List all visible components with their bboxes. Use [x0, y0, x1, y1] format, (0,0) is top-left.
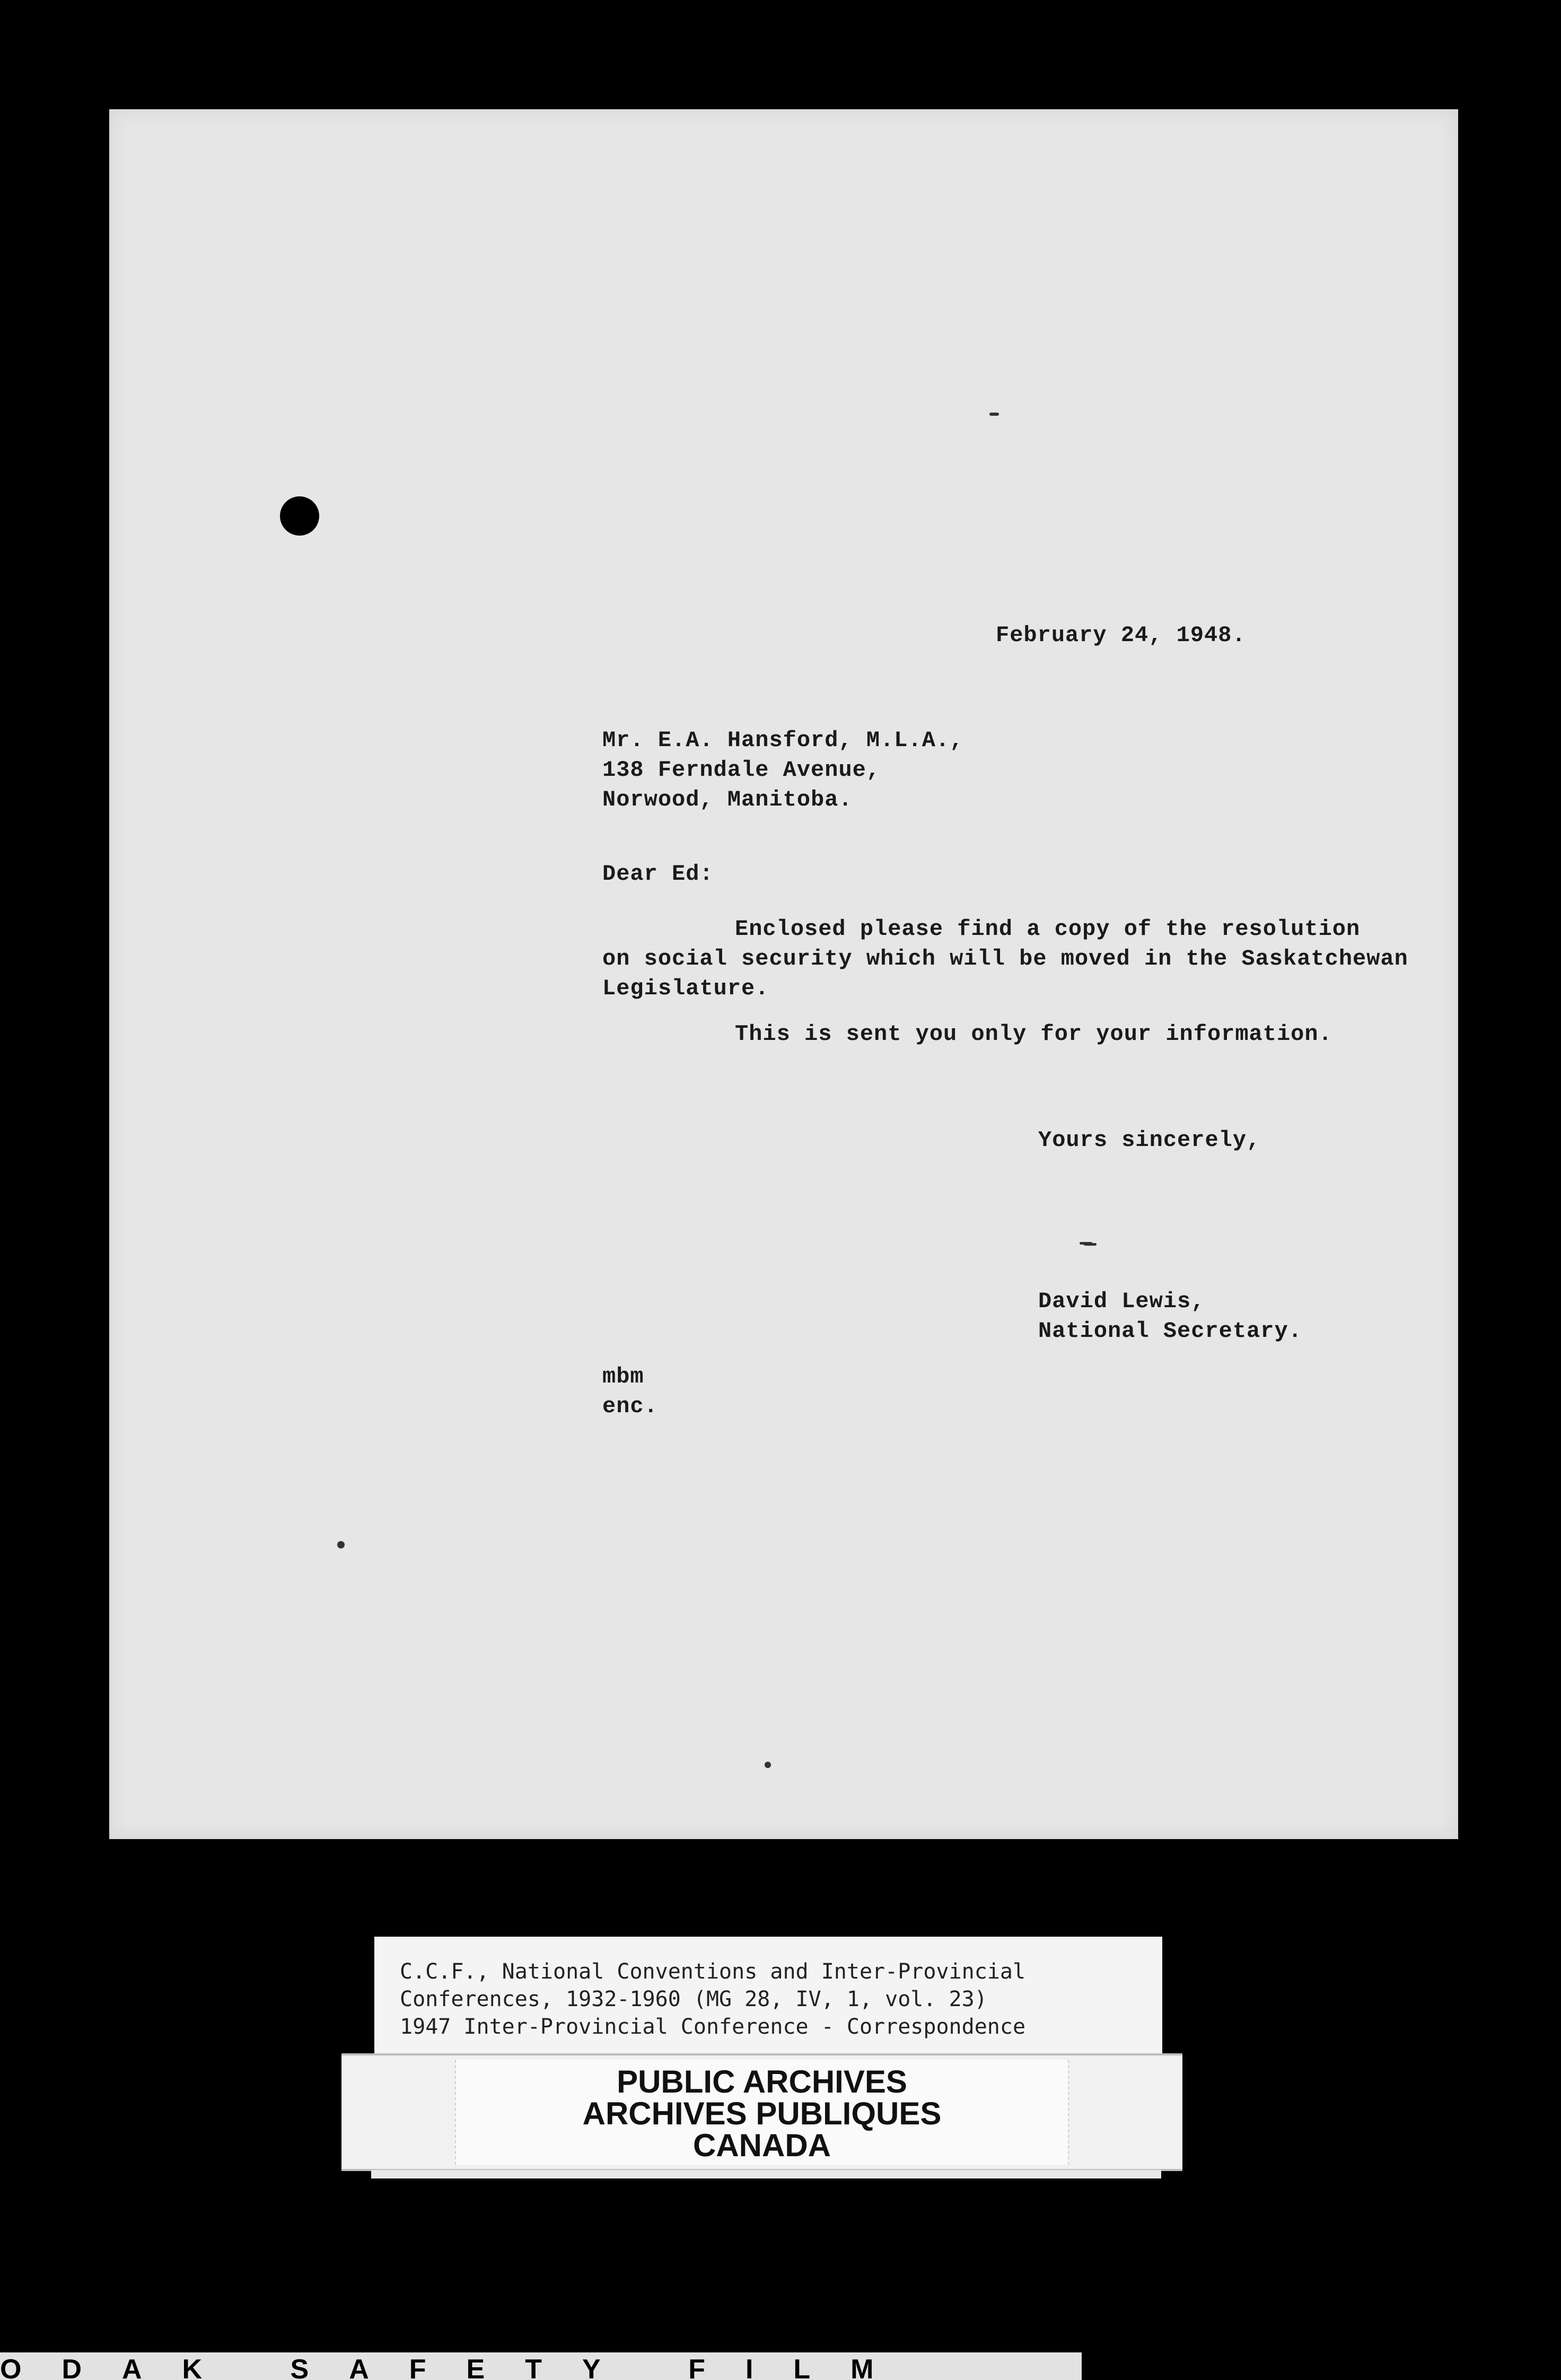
signature-block — [1038, 1287, 1302, 1346]
archive-reference-label — [374, 1937, 1162, 2059]
stamp-underbar — [371, 2170, 1161, 2178]
body-line-2: on social security which will be moved in the Saskatchewan — [602, 946, 1408, 972]
archive-label-line-3: 1947 Inter-Provincial Conference - Correspondence — [400, 2015, 1026, 2039]
paper-speck — [765, 1762, 771, 1768]
salutation: Dear Ed: — [602, 861, 714, 887]
film-edge-text: ODAK SAFETY FILM — [0, 2354, 914, 2380]
letter-date: February 24, 1948. — [996, 623, 1246, 648]
film-edge-strip — [0, 2352, 1082, 2380]
closing: Yours sincerely, — [1038, 1127, 1261, 1153]
stamp-text-panel — [455, 2060, 1069, 2165]
archive-label-line-1: C.C.F., National Conventions and Inter-Provincial — [400, 1959, 1026, 1984]
recipient-line-2: 138 Ferndale Avenue, — [602, 757, 881, 783]
paper-speck — [1080, 1242, 1092, 1245]
signature-name: David Lewis, — [1038, 1289, 1205, 1314]
paper-speck — [337, 1541, 345, 1548]
body-paragraph-1 — [602, 914, 1408, 1003]
letter-page — [109, 109, 1458, 1839]
body-line-1: Enclosed please find a copy of the resolution — [735, 916, 1361, 942]
stamp-line-2: ARCHIVES PUBLIQUES — [582, 2096, 942, 2131]
archive-label-line-2: Conferences, 1932-1960 (MG 28, IV, 1, vol. 23) — [400, 1987, 987, 2011]
recipient-line-3: Norwood, Manitoba. — [602, 787, 853, 812]
recipient-address — [602, 725, 963, 815]
recipient-line-1: Mr. E.A. Hansford, M.L.A., — [602, 728, 964, 753]
body-line-3: Legislature. — [602, 976, 769, 1001]
initials-line-1: mbm — [602, 1364, 644, 1389]
typist-initials — [602, 1362, 658, 1421]
paper-speck — [989, 413, 999, 416]
stamp-line-1: PUBLIC ARCHIVES — [617, 2064, 907, 2099]
stamp-line-3: CANADA — [693, 2128, 831, 2163]
public-archives-stamp — [341, 2053, 1182, 2171]
body-paragraph-2: This is sent you only for your information. — [735, 1021, 1332, 1047]
initials-line-2: enc. — [602, 1394, 658, 1419]
punch-hole — [280, 496, 319, 536]
signature-title: National Secretary. — [1038, 1318, 1302, 1344]
